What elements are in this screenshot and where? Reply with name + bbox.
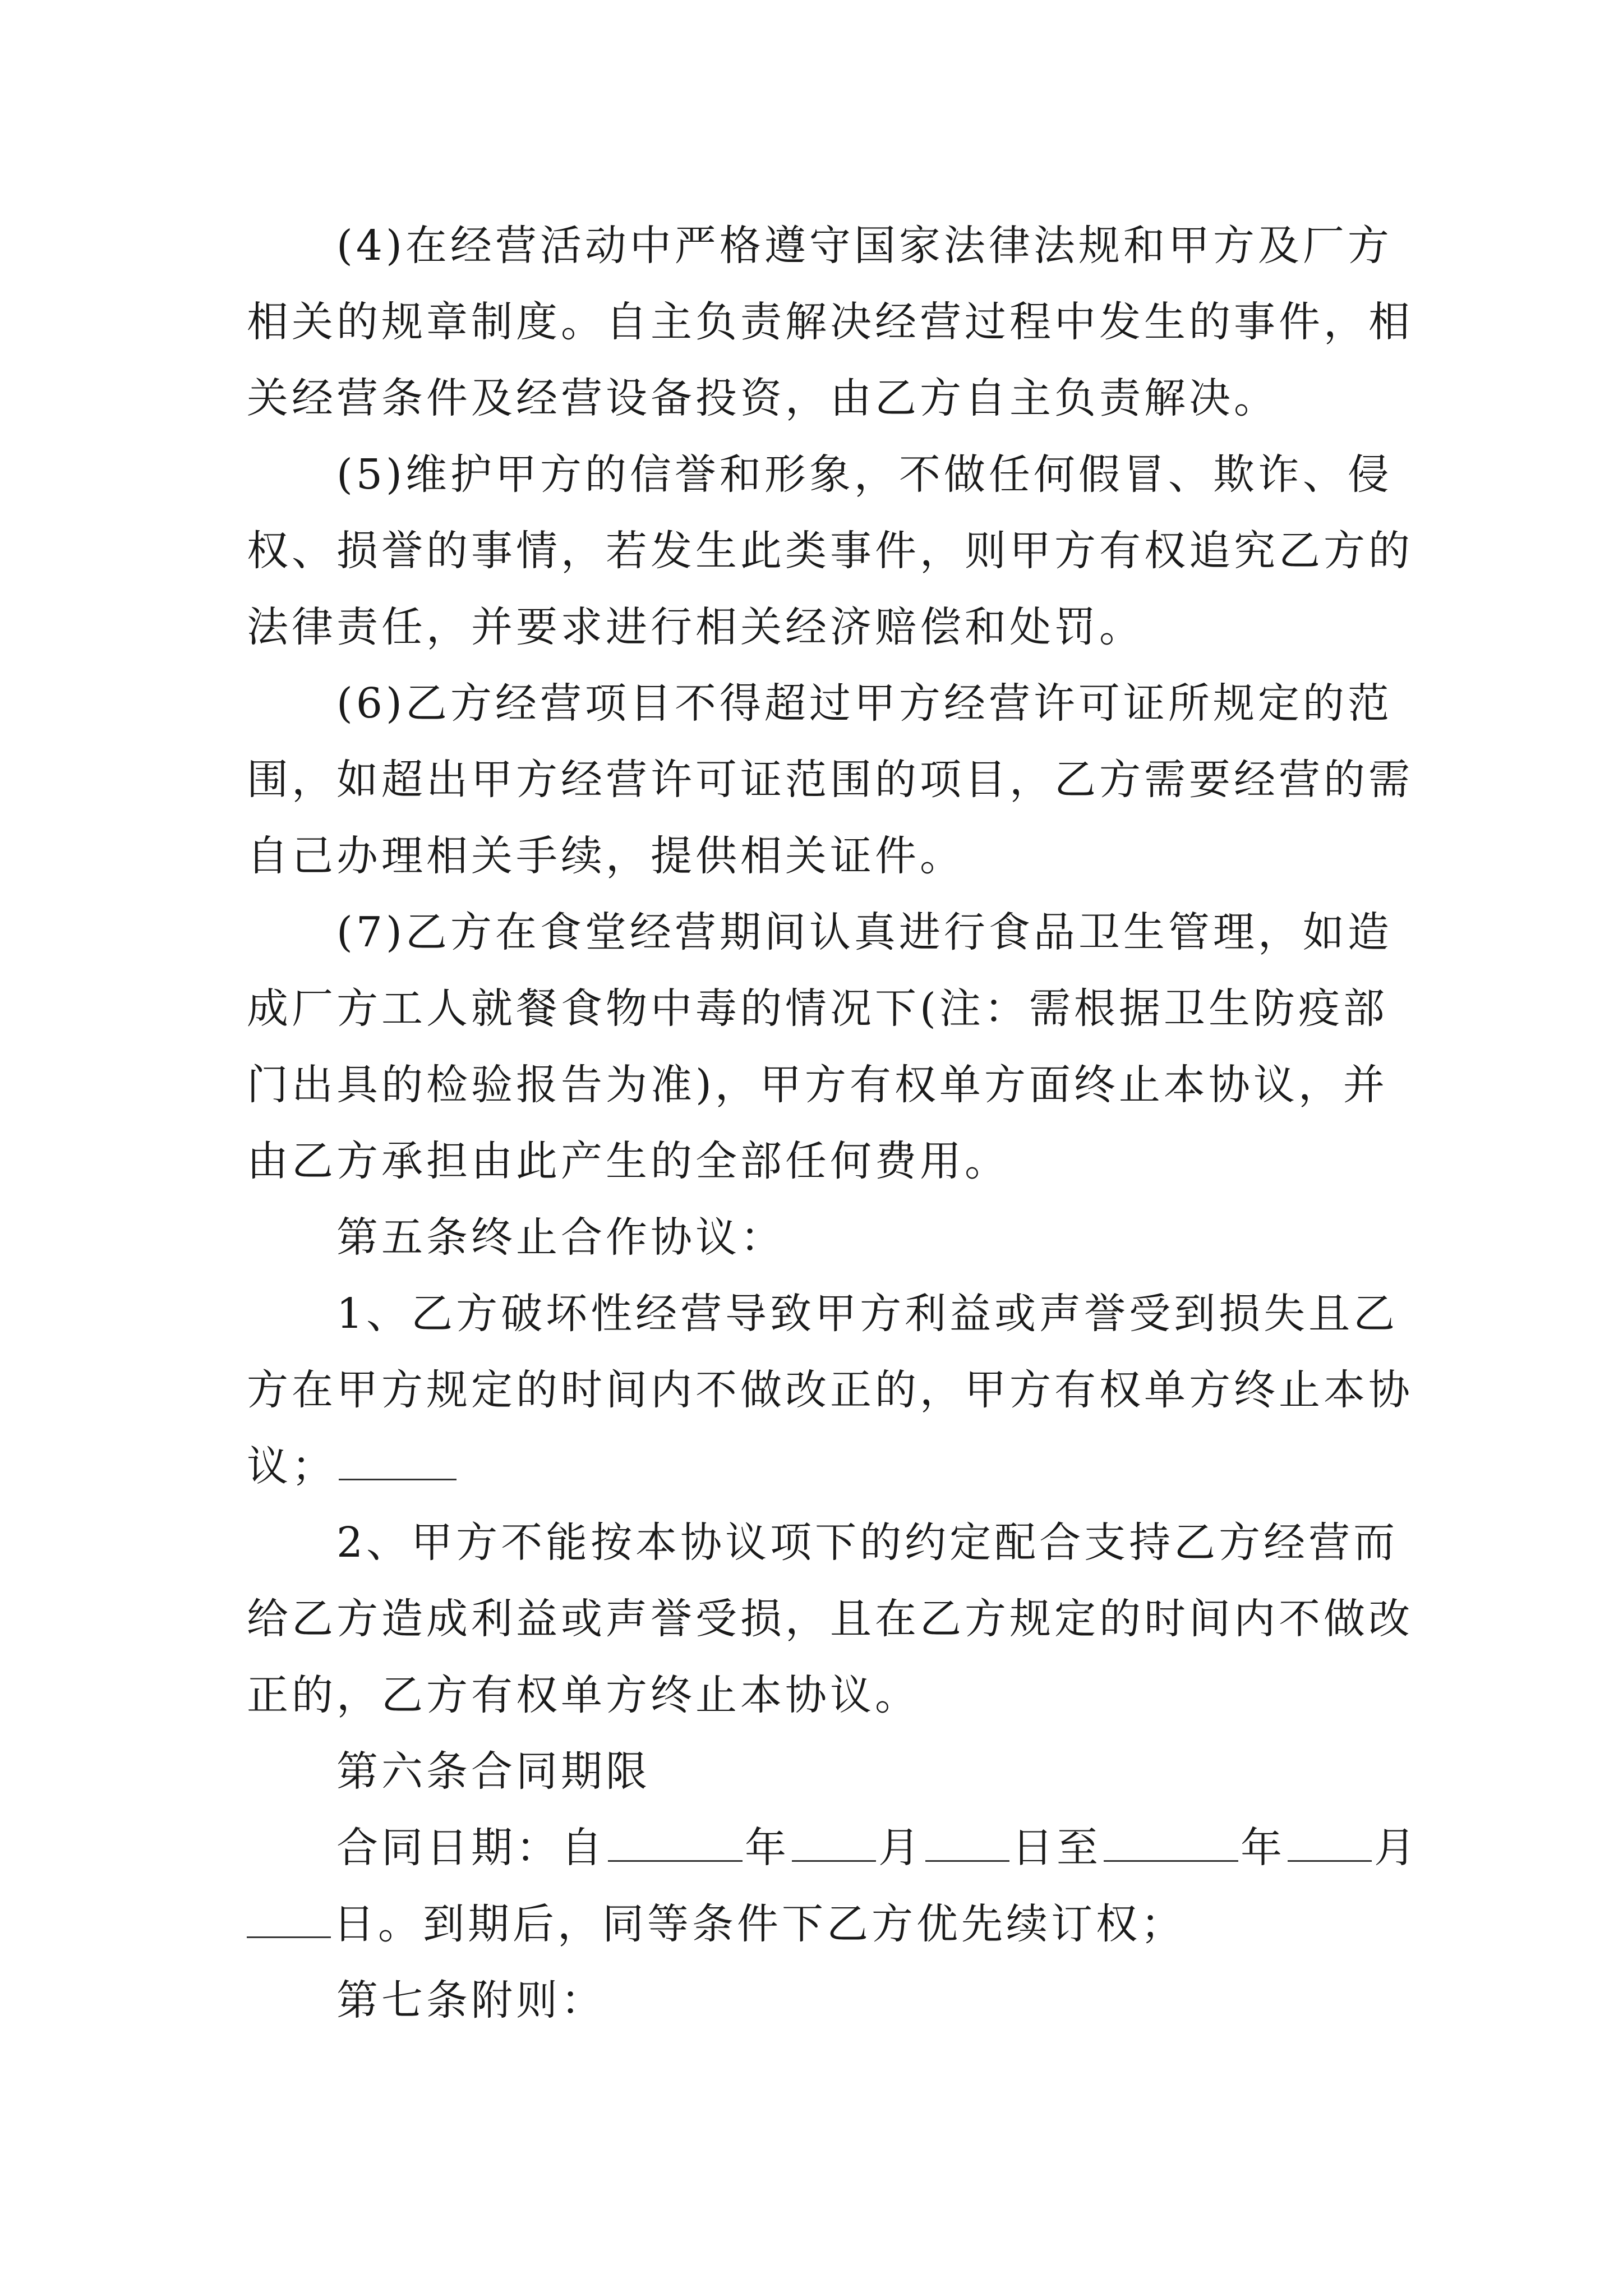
text-fragment: 月 [1374,1824,1419,1872]
text-line: 第六条合同期限 [336,1747,651,1796]
text-line [247,1810,1419,1886]
text-line: 权、损誉的事情，若发生此类事件，则甲方有权追究乙方的 [247,527,1413,575]
start-month-blank [792,1829,876,1862]
article-5-heading [247,1199,1385,1276]
article-5-item-1 [247,1276,1413,1504]
clause-6-paragraph [247,665,1413,894]
text-line [247,1428,1385,1504]
article-6-heading [247,1733,1385,1810]
text-fragment: 合同日期：自 [336,1824,606,1872]
text-line: (6)乙方经营项目不得超过甲方经营许可证所规定的范 [336,679,1393,728]
text-line: 2、甲方不能按本协议项下的约定配合支持乙方经营而 [336,1519,1399,1567]
text-line: 自己办理相关手续，提供相关证件。 [247,832,965,880]
text-line: 法律责任，并要求进行相关经济赔偿和处罚。 [247,603,1144,651]
text-line: (4)在经营活动中严格遵守国家法律法规和甲方及厂方 [336,222,1393,270]
article-7-heading [247,1962,1385,2039]
text-line: 门出具的检验报告为准)，甲方有权单方面终止本协议，并 [247,1061,1388,1109]
end-day-blank [247,1905,331,1938]
text-line: 1、乙方破坏性经营导致甲方利益或声誉受到损失且乙 [336,1290,1399,1338]
text-line: (7)乙方在食堂经营期间认真进行食品卫生管理，如造 [336,908,1393,956]
end-year-blank [1104,1829,1238,1862]
text-fragment: 议； [247,1442,336,1490]
text-line: 成厂方工人就餐食物中毒的情况下(注：需根据卫生防疫部 [247,984,1388,1033]
text-fragment: 日至 [1012,1824,1101,1872]
text-fragment: 日。到期后，同等条件下乙方优先续订权； [333,1900,1186,1948]
article-5-item-2 [247,1504,1413,1733]
text-line: 方在甲方规定的时间内不做改正的，甲方有权单方终止本协 [247,1366,1413,1414]
text-fragment: 年 [1241,1824,1285,1872]
text-line: 围，如超出甲方经营许可证范围的项目，乙方需要经营的需 [247,756,1413,804]
text-line: (5)维护甲方的信誉和形象，不做任何假冒、欺诈、侵 [336,450,1393,499]
text-line: 由乙方承担由此产生的全部任何费用。 [247,1137,1009,1185]
start-year-blank [608,1829,743,1862]
text-fragment: 月 [878,1824,923,1872]
text-line: 第七条附则： [336,1976,606,2024]
end-month-blank [1288,1829,1372,1862]
text-line: 正的，乙方有权单方终止本协议。 [247,1671,920,1719]
clause-5-paragraph [247,436,1413,665]
clause-7-paragraph [247,894,1393,1199]
text-fragment: 年 [745,1824,790,1872]
text-line: 给乙方造成利益或声誉受损，且在乙方规定的时间内不做改 [247,1595,1413,1643]
start-day-blank [925,1829,1009,1862]
text-line: 第五条终止合作协议： [336,1213,785,1262]
fill-in-blank [339,1447,457,1480]
contract-date-paragraph [247,1810,1419,1962]
text-line: 相关的规章制度。自主负责解决经营过程中发生的事件，相 [247,298,1413,346]
text-line [247,1886,1385,1962]
clause-4-paragraph [247,208,1413,436]
text-line: 关经营条件及经营设备投资，由乙方自主负责解决。 [247,374,1279,422]
